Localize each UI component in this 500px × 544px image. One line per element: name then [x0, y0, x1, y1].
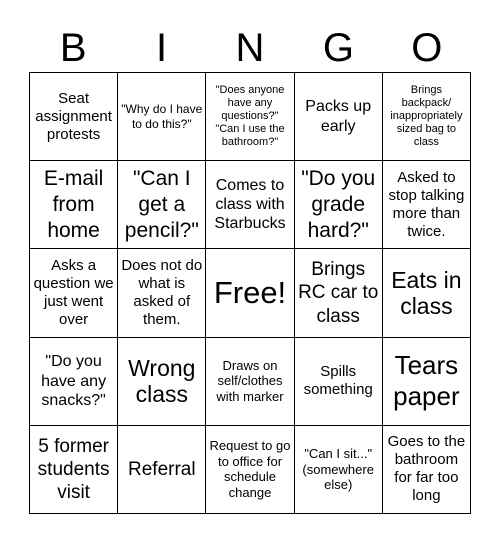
bingo-cell[interactable]: "Why do I have to do this?" [118, 73, 206, 161]
bingo-cell[interactable]: Seat assignment protests [30, 73, 118, 161]
header-letter-n: N [235, 26, 265, 70]
bingo-cell[interactable]: Brings backpack/ inappropriately sized bag to class [383, 73, 471, 161]
bingo-cell[interactable]: Wrong class [118, 338, 206, 426]
bingo-cell[interactable]: Goes to the bathroom for far too long [383, 426, 471, 514]
bingo-cell[interactable]: "Do you grade hard?" [295, 161, 383, 249]
bingo-cell[interactable]: Eats in class [383, 249, 471, 337]
bingo-header [29, 24, 471, 72]
bingo-cell[interactable]: E-mail from home [30, 161, 118, 249]
bingo-cell[interactable]: "Do you have any snacks?" [30, 338, 118, 426]
bingo-cell[interactable]: Brings RC car to class [295, 249, 383, 337]
bingo-cell[interactable]: 5 former students visit [30, 426, 118, 514]
bingo-cell[interactable]: Tears paper [383, 338, 471, 426]
bingo-cell[interactable]: Request to go to office for schedule change [206, 426, 294, 514]
bingo-cell[interactable]: "Can I get a pencil?" [118, 161, 206, 249]
header-letter-g: G [322, 26, 354, 70]
bingo-cell[interactable]: Referral [118, 426, 206, 514]
bingo-cell[interactable]: "Does anyone have any questions?" "Can I use the bathroom?" [206, 73, 294, 161]
bingo-cell[interactable]: Spills something [295, 338, 383, 426]
bingo-cell[interactable]: "Can I sit..." (somewhere else) [295, 426, 383, 514]
bingo-cell[interactable]: Does not do what is asked of them. [118, 249, 206, 337]
bingo-cell[interactable]: Draws on self/clothes with marker [206, 338, 294, 426]
free-space-cell[interactable]: Free! [206, 249, 294, 337]
bingo-board [29, 72, 471, 514]
header-letter-o: O [411, 26, 443, 70]
bingo-cell[interactable]: Asks a question we just went over [30, 249, 118, 337]
header-letter-b: B [59, 26, 87, 70]
bingo-cell[interactable]: Comes to class with Starbucks [206, 161, 294, 249]
bingo-cell[interactable]: Packs up early [295, 73, 383, 161]
header-letter-i: I [156, 26, 168, 70]
bingo-cell[interactable]: Asked to stop talking more than twice. [383, 161, 471, 249]
